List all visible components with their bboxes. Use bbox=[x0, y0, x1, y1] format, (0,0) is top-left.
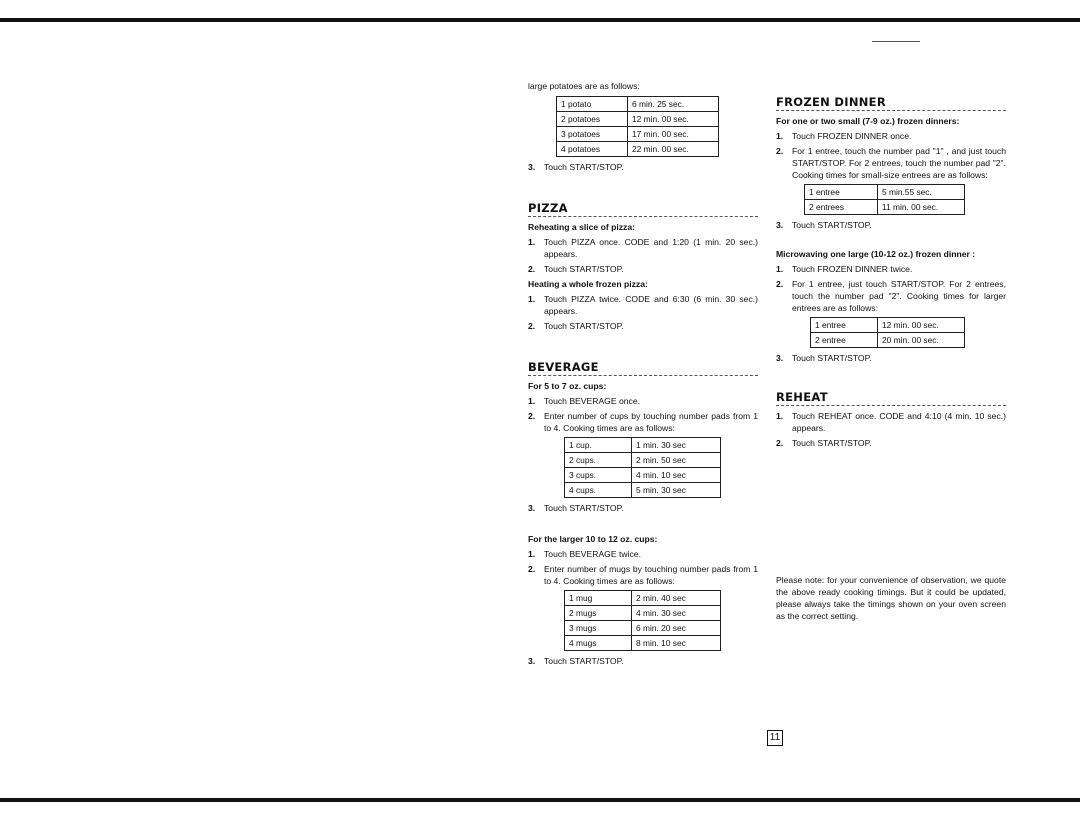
table-row bbox=[565, 591, 721, 606]
subheading: Heating a whole frozen pizza: bbox=[528, 279, 648, 289]
table-row bbox=[557, 97, 719, 112]
table-cell: 2 cups. bbox=[565, 453, 632, 468]
table-cell: 17 min. 00 sec. bbox=[628, 127, 719, 142]
table-row bbox=[565, 438, 721, 453]
step-text: For 1 entree, touch the number pad "1" , and just touch START/STOP. For 2 entrees, touch the number pad "2". Cooking times for small-size entrees are as follows: bbox=[792, 146, 1006, 180]
step-number: 3. bbox=[528, 162, 536, 172]
table-cell: 4 min. 10 sec bbox=[632, 468, 721, 483]
subheading: Reheating a slice of pizza: bbox=[528, 222, 635, 232]
table-cell: 2 min. 50 sec bbox=[632, 453, 721, 468]
step bbox=[528, 548, 758, 560]
step bbox=[528, 293, 758, 317]
step-number: 2. bbox=[528, 411, 536, 421]
subheading: Microwaving one large (10-12 oz.) frozen dinner : bbox=[776, 249, 976, 259]
table-row bbox=[811, 318, 965, 333]
table-cell: 2 entrees bbox=[805, 200, 878, 215]
table-cell: 22 min. 00 sec. bbox=[628, 142, 719, 157]
table-row bbox=[805, 185, 965, 200]
table-row bbox=[565, 636, 721, 651]
step-text: Touch FROZEN DINNER once. bbox=[792, 131, 912, 141]
step-number: 2. bbox=[528, 264, 536, 274]
table-cell: 6 min. 25 sec. bbox=[628, 97, 719, 112]
step-number: 2. bbox=[776, 146, 784, 156]
table-row bbox=[565, 468, 721, 483]
table-cell: 3 cups. bbox=[565, 468, 632, 483]
table-cell: 4 min. 30 sec bbox=[632, 606, 721, 621]
step bbox=[528, 161, 758, 173]
table-cell: 4 mugs bbox=[565, 636, 632, 651]
step-number: 1. bbox=[528, 549, 536, 559]
small-entree-table bbox=[804, 184, 965, 215]
table-cell: 4 potatoes bbox=[557, 142, 628, 157]
cups-table bbox=[564, 437, 721, 498]
step bbox=[776, 145, 1006, 181]
step-text: Touch PIZZA once. CODE and 1:20 (1 min. 20 sec.) appears. bbox=[544, 237, 758, 259]
table-cell: 2 mugs bbox=[565, 606, 632, 621]
table-cell: 5 min.55 sec. bbox=[878, 185, 965, 200]
step bbox=[528, 563, 758, 587]
step bbox=[776, 437, 1006, 449]
table-row bbox=[565, 606, 721, 621]
table-cell: 1 min. 30 sec bbox=[632, 438, 721, 453]
step-number: 3. bbox=[776, 353, 784, 363]
potato-table bbox=[556, 96, 719, 157]
step-text: Touch PIZZA twice. CODE and 6:30 (6 min. 30 sec.) appears. bbox=[544, 294, 758, 316]
step bbox=[528, 236, 758, 260]
step-number: 1. bbox=[776, 131, 784, 141]
step bbox=[528, 502, 758, 514]
step-text: Touch FROZEN DINNER twice. bbox=[792, 264, 913, 274]
table-row bbox=[557, 112, 719, 127]
table-cell: 1 potato bbox=[557, 97, 628, 112]
table-cell: 6 min. 20 sec bbox=[632, 621, 721, 636]
step bbox=[776, 352, 1006, 364]
step bbox=[528, 655, 758, 667]
step-text: Touch START/STOP. bbox=[544, 162, 624, 172]
step-number: 2. bbox=[776, 279, 784, 289]
table-row bbox=[557, 127, 719, 142]
step-text: Touch BEVERAGE twice. bbox=[544, 549, 641, 559]
step-text: Touch START/STOP. bbox=[544, 503, 624, 513]
table-cell: 3 potatoes bbox=[557, 127, 628, 142]
table-cell: 11 min. 00 sec. bbox=[878, 200, 965, 215]
table-row bbox=[565, 621, 721, 636]
subheading: For the larger 10 to 12 oz. cups: bbox=[528, 534, 658, 544]
step-text: Touch START/STOP. bbox=[792, 438, 872, 448]
table-cell: 12 min. 00 sec. bbox=[628, 112, 719, 127]
potato-intro: large potatoes are as follows: bbox=[528, 81, 640, 91]
step-number: 2. bbox=[528, 564, 536, 574]
step-text: Touch START/STOP. bbox=[792, 353, 872, 363]
step-text: Enter number of cups by touching number pads from 1 to 4. Cooking times are as follows: bbox=[544, 411, 758, 433]
step bbox=[776, 410, 1006, 434]
table-cell: 3 mugs bbox=[565, 621, 632, 636]
table-row bbox=[557, 142, 719, 157]
table-cell: 2 entree bbox=[811, 333, 878, 348]
timing-note: Please note: for your convenience of observation, we quote the above ready cooking timings. But it could be updated, please always take the timings shown on your oven screen as the correct setting. bbox=[776, 575, 1006, 621]
step-text: Touch BEVERAGE once. bbox=[544, 396, 641, 406]
subheading: For one or two small (7-9 oz.) frozen dinners: bbox=[776, 116, 960, 126]
step-text: Touch START/STOP. bbox=[544, 321, 624, 331]
left-column bbox=[528, 80, 758, 670]
table-cell: 1 mug bbox=[565, 591, 632, 606]
step-text: Enter number of mugs by touching number pads from 1 to 4. Cooking times are as follows: bbox=[544, 564, 758, 586]
table-cell: 1 entree bbox=[805, 185, 878, 200]
table-row bbox=[565, 453, 721, 468]
right-column bbox=[776, 96, 1006, 622]
step bbox=[776, 263, 1006, 275]
section-title-pizza: PIZZA bbox=[528, 202, 758, 217]
step-text: Touch START/STOP. bbox=[544, 656, 624, 666]
table-cell: 12 min. 00 sec. bbox=[878, 318, 965, 333]
step-number: 2. bbox=[528, 321, 536, 331]
page-number: 11 bbox=[767, 730, 783, 746]
step-number: 3. bbox=[528, 503, 536, 513]
bottom-border bbox=[0, 798, 1080, 802]
step-number: 1. bbox=[528, 294, 536, 304]
header-rule bbox=[872, 41, 920, 42]
table-cell: 2 potatoes bbox=[557, 112, 628, 127]
mugs-table bbox=[564, 590, 721, 651]
table-cell: 20 min. 00 sec. bbox=[878, 333, 965, 348]
step-number: 1. bbox=[776, 264, 784, 274]
section-title-beverage: BEVERAGE bbox=[528, 361, 758, 376]
table-cell: 8 min. 10 sec bbox=[632, 636, 721, 651]
step-text: Touch START/STOP. bbox=[544, 264, 624, 274]
step bbox=[776, 278, 1006, 314]
table-cell: 4 cups. bbox=[565, 483, 632, 498]
step-number: 3. bbox=[528, 656, 536, 666]
large-entree-table bbox=[810, 317, 965, 348]
step-number: 3. bbox=[776, 220, 784, 230]
table-row bbox=[565, 483, 721, 498]
step bbox=[528, 263, 758, 275]
table-row bbox=[811, 333, 965, 348]
table-row bbox=[805, 200, 965, 215]
table-cell: 5 min. 30 sec bbox=[632, 483, 721, 498]
table-cell: 1 entree bbox=[811, 318, 878, 333]
step bbox=[528, 320, 758, 332]
step-text: Touch START/STOP. bbox=[792, 220, 872, 230]
step-text: Touch REHEAT once. CODE and 4:10 (4 min. 10 sec.) appears. bbox=[792, 411, 1006, 433]
table-cell: 2 min. 40 sec bbox=[632, 591, 721, 606]
table-cell: 1 cup. bbox=[565, 438, 632, 453]
step bbox=[776, 130, 1006, 142]
section-title-frozen-dinner: FROZEN DINNER bbox=[776, 96, 1006, 111]
step bbox=[528, 395, 758, 407]
step-number: 1. bbox=[528, 237, 536, 247]
top-border bbox=[0, 18, 1080, 22]
subheading: For 5 to 7 oz. cups: bbox=[528, 381, 607, 391]
step-number: 2. bbox=[776, 438, 784, 448]
step-text: For 1 entree, just touch START/STOP. For 2 entrees, touch the number pad "2". Cooking times for larger entrees are as follows: bbox=[792, 279, 1006, 313]
step bbox=[528, 410, 758, 434]
section-title-reheat: REHEAT bbox=[776, 391, 1006, 406]
step bbox=[776, 219, 1006, 231]
step-number: 1. bbox=[528, 396, 536, 406]
step-number: 1. bbox=[776, 411, 784, 421]
